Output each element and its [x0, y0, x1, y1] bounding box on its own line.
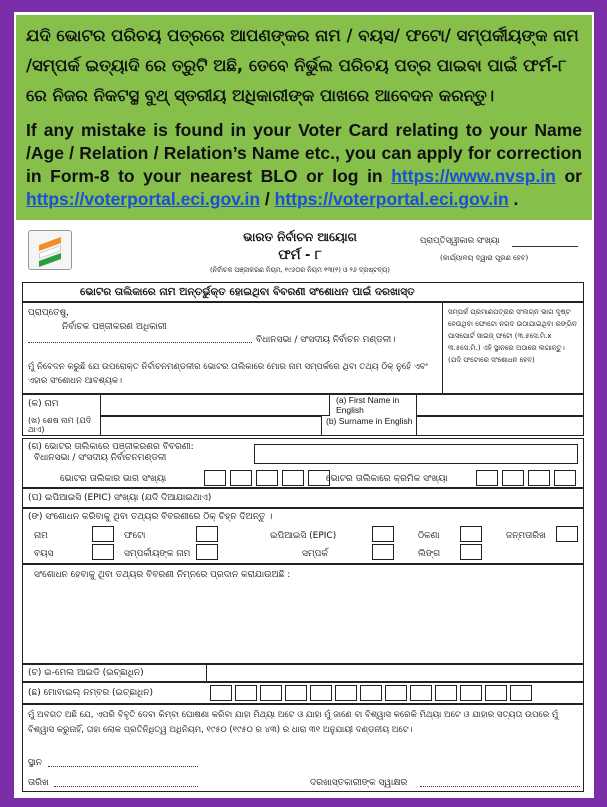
request-text: ମୁଁ ନିବେଦନ କରୁଛି ଯେ ଉପରୋକ୍ତ ନିର୍ବାଚନମଣ୍ଡଳୀର ଭୋଟର ତାଲିକାରେ ମୋର ନାମ ସମ୍ପର୍କରେ ଥିବା ତଥ୍ୟ ଠିକ୍ ନୁହେଁ ଏବଂ ଏହାର ସଂଶୋଧନ ଆବଶ୍ୟକ।: [28, 362, 428, 386]
constituency-label: ବିଧାନସଭା / ସଂସଦୀୟ ନିର୍ବାଚନ ମଣ୍ଡଳୀ।: [256, 335, 396, 345]
part-number-input[interactable]: [204, 470, 330, 486]
correction-details-label: ସଂଶୋଧନ ହେବାକୁ ଥିବା ତଥ୍ୟର ବିବରଣୀ ନିମ୍ନରେ ପ୍ରଦାନ କରାଯାଉଅଛି :: [34, 570, 291, 580]
surname-english-label: (b) Surname in English: [326, 416, 413, 426]
registration-details-label: (ଗ) ଭୋଟର ତାଲିକାରେ ପଞ୍ଜୀକରଣର ବିବରଣୀ:: [28, 442, 194, 452]
option-address-label: ଠିକଣା: [418, 531, 440, 541]
option-address-checkbox[interactable]: [460, 526, 482, 542]
option-epic-checkbox[interactable]: [372, 526, 394, 542]
form-8-image: [20, 226, 586, 792]
part-number-label: ଭୋଟର ତାଲିକାର ଭାଗ ସଂଖ୍ୟା: [60, 474, 167, 484]
option-relation-label: ସମ୍ପର୍କ: [302, 549, 328, 559]
declaration-text: ମୁଁ ଅବଗତ ଅଛି ଯେ, ଏପରି ବିବୃତି ଦେବା କିମ୍ବା ଘୋଷଣା କରିବା ଯାହା ମିଥ୍ୟା ଅଟେ ଓ ଯାହା ମୁଁ ଜାଣେ ବା ବିଶ୍ୱାସ କରେକି ମିଥ୍ୟା ଅଟେ ଓ ଯାହାର ସତ୍ୟତା ଉପରେ ମୁଁ ବିଶ୍ୱାସ କରୁନାହିଁ, ତାହା ଲୋକ ପ୍ରତିନିଧିତ୍ୱ ଅଧିନିୟମ, ୧୯୫୦ (୧୯୫୦ ର ୪୩) ର ଧାରା ୩୧ ଅନୁଯାୟୀ ଦଣ୍ଡନୀୟ ଅଟେ।: [28, 710, 559, 735]
place-label: ସ୍ଥାନ: [28, 758, 42, 768]
option-relation-checkbox[interactable]: [372, 544, 394, 560]
option-relative-name-checkbox[interactable]: [196, 544, 218, 560]
commission-title: ଭାରତ ନିର୍ବାଚନ ଆୟୋଗ: [243, 230, 357, 244]
end-text: .: [513, 189, 519, 209]
option-gender-label: ଲିଙ୍ଗ: [418, 549, 441, 559]
name-input[interactable]: [100, 394, 330, 416]
surname-label: (ଖ) ଶେଷ ନାମ (ଯଦି ଥାଏ): [28, 416, 92, 434]
mobile-input[interactable]: [210, 685, 532, 701]
signature-input[interactable]: [420, 786, 580, 787]
assembly-input[interactable]: [254, 444, 578, 464]
first-name-english-input[interactable]: [416, 394, 584, 416]
serial-number-label: ଭୋଟର ତାଲିକାରେ କ୍ରମିକ ସଂଖ୍ୟା: [326, 474, 448, 484]
option-gender-checkbox[interactable]: [460, 544, 482, 560]
nvsp-link[interactable]: https://www.nvsp.in: [391, 166, 556, 186]
received-number-line: [512, 246, 578, 247]
option-dob-label: ଜନ୍ମତାରିଖ: [506, 531, 546, 541]
form-number: ଫର୍ମ - ୮: [278, 248, 322, 263]
option-age-checkbox[interactable]: [92, 544, 114, 560]
notice-banner: [16, 15, 592, 220]
tick-label: (ଙ) ସଂଶୋଧନ କରିବାକୁ ଥିବା ତଥ୍ୟର ବିବରଣୀରେ ଠିକ୍ ଚିହ୍ନ ଦିଅନ୍ତୁ ।: [28, 512, 273, 522]
option-photo-checkbox[interactable]: [196, 526, 218, 542]
option-dob-checkbox[interactable]: [556, 526, 578, 542]
form-title: ଭୋଟର ତାଲିକାରେ ନାମ ଅନ୍ତର୍ଭୁକ୍ତ ହୋଇଥିବା ବିବରଣୀ ସଂଶୋଧନ ପାଇଁ ଦରଖାସ୍ତ: [80, 286, 415, 298]
notice-english-text: [26, 119, 582, 211]
option-photo-label: ଫଟୋ: [124, 531, 146, 541]
received-number-label: ପ୍ରାପ୍ତିସ୍ୱୀକାର ସଂଖ୍ୟା: [420, 236, 500, 246]
page-frame: [14, 12, 594, 798]
option-relative-name-label: ସମ୍ପର୍କୀୟଙ୍କ ନାମ: [124, 549, 191, 559]
photo-note: ସମ୍ପର୍କ ପ୍ରମାଣପତ୍ରର ସଂଲଗ୍ନ ଭାଗ ଦୃଷ୍ଟ ହେଉଥିବା ଫୋଟୋ ନଗଦ ଉଠାଯାଇଥିବା ରଙ୍ଗିନ ପାସପୋର୍ଟ ସାଇଜ୍ ଫଟୋ (୩.୫ସେ.ମି.x ୩.୫ସେ.ମି.) ଏହି ସ୍ଥାନରେ ଅଠାରେ ଲଗାନ୍ତୁ। (ଯଦି ଫଟୋରେ ସଂଶୋଧନ ହେବ): [448, 308, 577, 364]
to-label: ପ୍ରାପ୍ତେଷୁ,: [28, 308, 70, 318]
epic-label: (ଘ) ଇପିଆଇସି (EPIC) ସଂଖ୍ୟା (ଯଦି ଦିଆଯାଇଥାଏ): [28, 493, 212, 503]
date-label: ତାରିଖ: [28, 778, 49, 788]
surname-input[interactable]: [100, 416, 322, 436]
option-age-label: ବୟସ: [34, 549, 54, 559]
email-label: (ଚ) ଇ-ମେଲ ଆଇଡି (ଇଚ୍ଛାଧିନ): [28, 668, 144, 678]
surname-english-input[interactable]: [416, 416, 584, 436]
received-note: (କାର୍ଯ୍ୟାଳୟ ଦ୍ୱାରା ପୂରଣ ହେବ): [440, 254, 529, 262]
signature-label: ଦରଖାସ୍ତକାରୀଙ୍କ ସ୍ୱାକ୍ଷର: [310, 778, 408, 788]
date-input[interactable]: [54, 786, 198, 787]
option-name-checkbox[interactable]: [92, 526, 114, 542]
mobile-label: (ଛ) ମୋବାଇଲ୍ ନମ୍ବର (ଇଚ୍ଛାଧିନ): [28, 688, 153, 698]
name-label: (କ) ନାମ: [28, 399, 59, 409]
option-epic-label: ଇପିଆଇସି (EPIC): [270, 531, 337, 541]
voter-portal-link[interactable]: https://voterportal.eci.gov.in: [26, 189, 261, 209]
email-input[interactable]: [206, 664, 584, 682]
assembly-label: ବିଧାନସଭା / ସଂସଦୀୟ ନିର୍ବାଚନମଣ୍ଡଳୀ: [34, 453, 167, 463]
slash-text: /: [264, 189, 270, 209]
eci-logo: [28, 230, 72, 270]
rule-note: (ନିର୍ବାଚକ ପଞ୍ଜୀକରଣ ନିୟମ, ୧୯୬୦ର ନିୟମ ୧୩(୧) ଓ ୨୬ ଦ୍ରଷ୍ଟବ୍ୟ): [210, 266, 390, 274]
officer-label: ନିର୍ବାଚକ ପଞ୍ଜୀକରଣ ଅଧିକାରୀ: [62, 322, 167, 332]
voter-portal-link-2[interactable]: https://voterportal.eci.gov.in: [274, 189, 509, 209]
first-name-english-label: (a) First Name in English: [336, 395, 400, 415]
or-text: or: [564, 166, 582, 186]
serial-number-input[interactable]: [476, 470, 576, 486]
notice-odia-text: ଯଦି ଭୋଟର ପରିଚୟ ପତ୍ରରେ ଆପଣଙ୍କର ନାମ / ବୟସ/ ଫଟୋ/ ସମ୍ପର୍କୀୟଙ୍କ ନାମ /ସମ୍ପର୍କ ଇତ୍ୟାଦି ରେ ତ୍ରୁଟି ଅଛି, ତେବେ ନିର୍ଭୁଲ ପରିଚୟ ପତ୍ର ପାଇବା ପାଇଁ ଫର୍ମ-୮ ରେ ନିଜର ନିକଟସ୍ଥ ବୁଥ୍ ସ୍ତରୀୟ ଅଧିକାରୀଙ୍କ ପାଖରେ ଆବେଦନ କରନ୍ତୁ।: [26, 26, 579, 105]
option-name-label: ନାମ: [34, 531, 48, 541]
constituency-input[interactable]: [28, 342, 252, 343]
notice-english-body: If any mistake is found in your Voter Card relating to your Name /Age / Relation / Relation’s Name etc., you can apply for correction in Form-8 to your nearest BLO or log in: [26, 120, 582, 186]
place-input[interactable]: [48, 766, 198, 767]
